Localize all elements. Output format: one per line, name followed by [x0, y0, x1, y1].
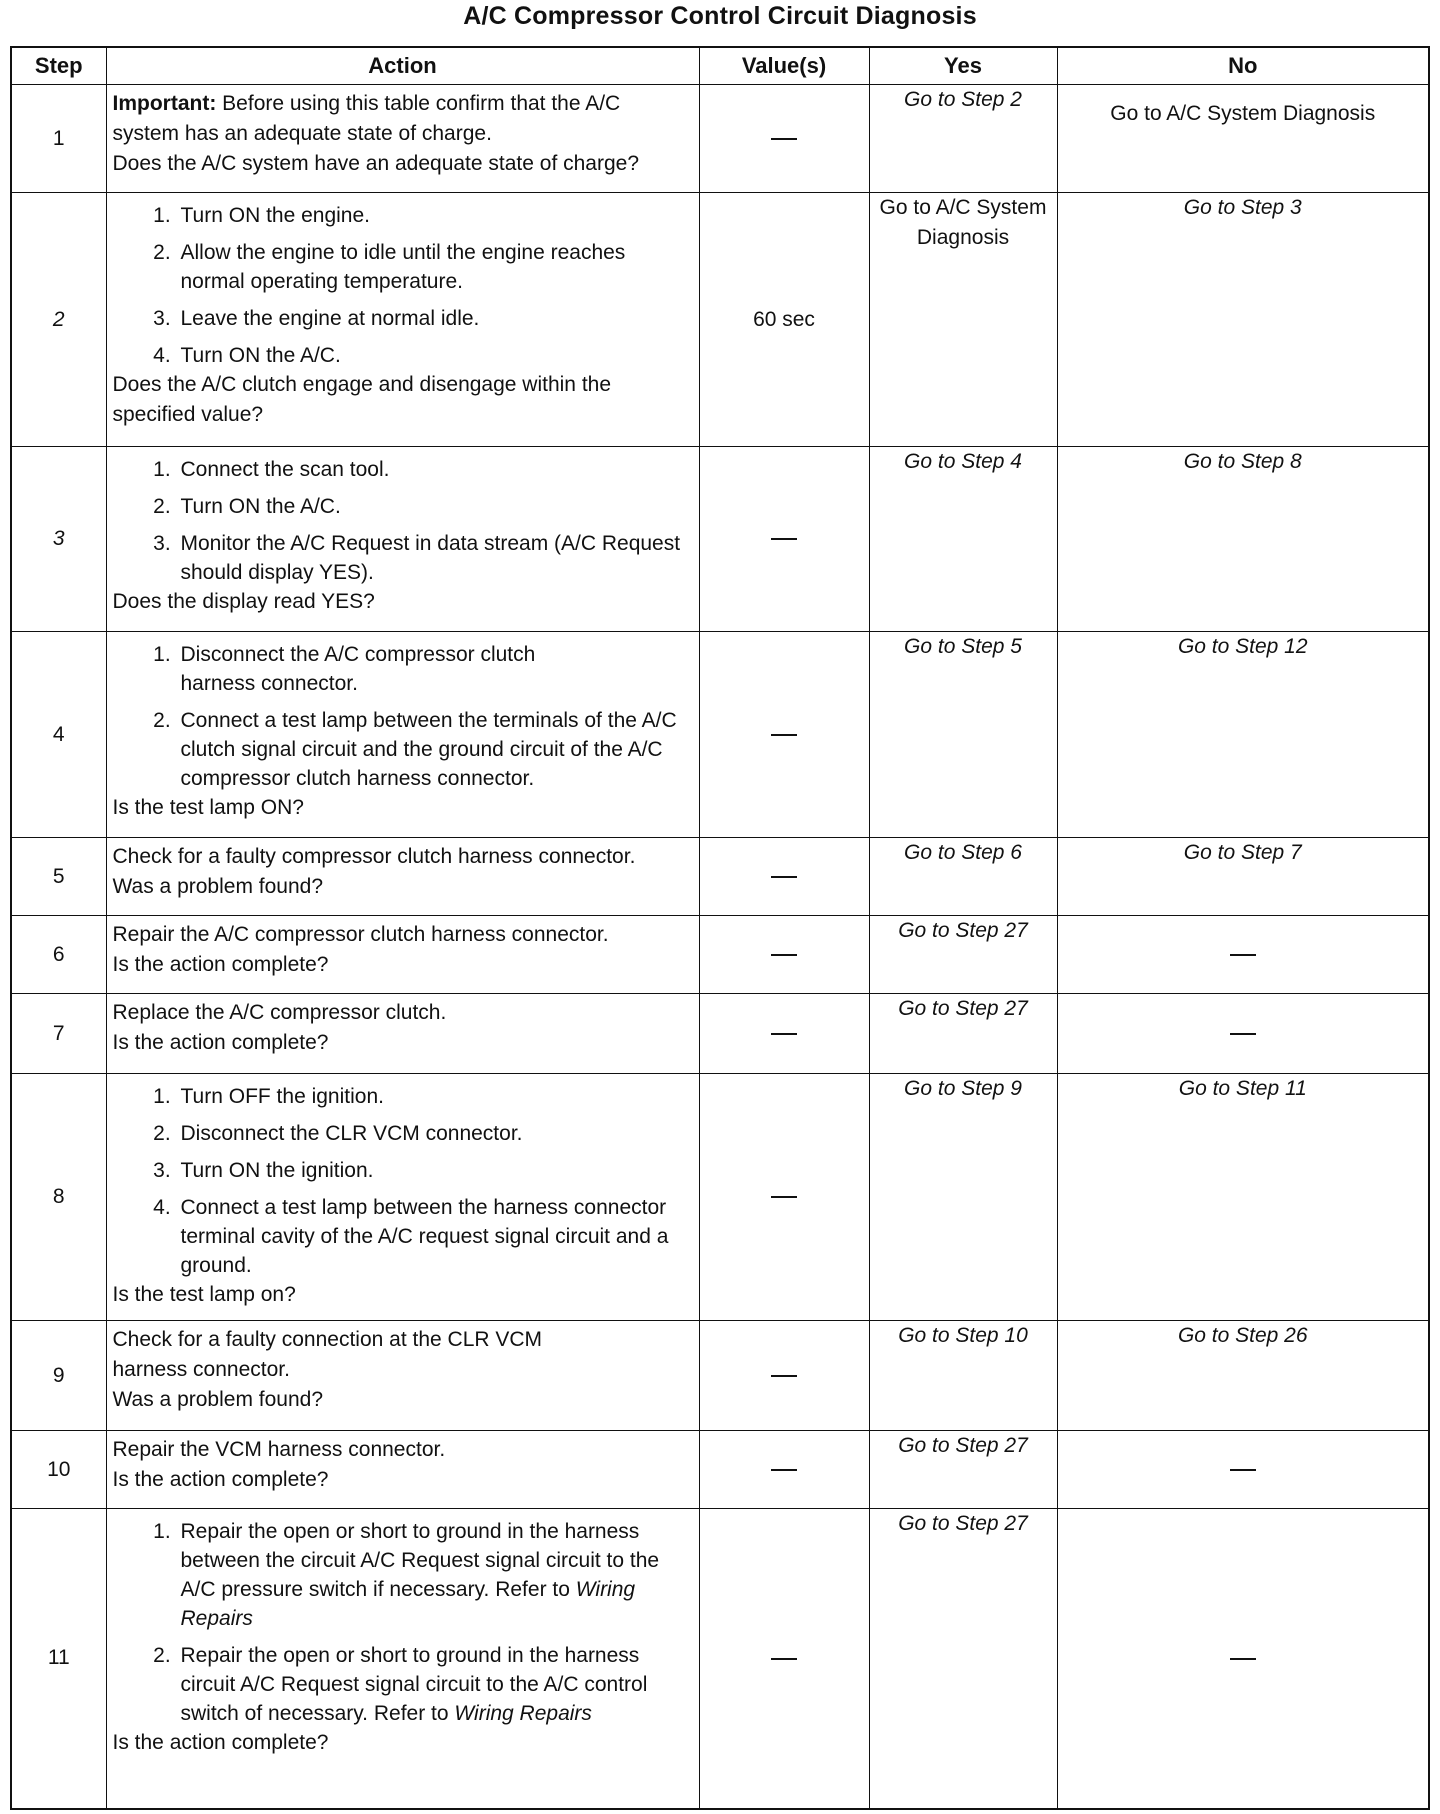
yes-cell [869, 1431, 1057, 1509]
dash-mark [1230, 954, 1256, 956]
action-step: 1. Turn OFF the ignition. [177, 1082, 691, 1111]
action-step: 1. Turn ON the engine. [177, 201, 691, 230]
value-cell [699, 1509, 869, 1809]
wiring-repairs-ref: Wiring Repairs [180, 1578, 636, 1630]
dash-mark [771, 538, 797, 540]
no-cell [1057, 447, 1429, 632]
action-step: 1. Disconnect the A/C compressor clutch harness connector. [177, 640, 691, 698]
yes-goto: Go to Step 6 [904, 841, 1022, 864]
step-number: 11 [11, 1509, 106, 1809]
action-cell [106, 1321, 699, 1431]
no-goto: Go to A/C System Diagnosis [1110, 102, 1376, 125]
table-row [11, 838, 1429, 916]
step-number: 1 [11, 85, 106, 193]
yes-goto: Go to Step 2 [904, 88, 1022, 111]
yes-goto: Go to Step 5 [904, 635, 1022, 658]
table-row [11, 994, 1429, 1074]
table-row [11, 447, 1429, 632]
action-steps-list [113, 1517, 691, 1728]
action-cell [106, 632, 699, 838]
step-number: 6 [11, 916, 106, 994]
action-question: Does the A/C system have an adequate state of charge? [112, 152, 639, 175]
col-header-yes: Yes [869, 47, 1057, 85]
step-number: 4 [11, 632, 106, 838]
action-cell [106, 838, 699, 916]
action-step-text: Repair the open or short to ground in the harness between the circuit A/C Request signal circuit to the A/C pressure switch if necessary. Refer to [180, 1520, 660, 1601]
yes-cell [869, 85, 1057, 193]
yes-cell [869, 916, 1057, 994]
action-step: 2. Connect a test lamp between the terminals of the A/C clutch signal circuit and the ground circuit of the A/C compressor clutch harness connector. [177, 706, 691, 793]
dash-mark [1230, 1469, 1256, 1471]
table-row [11, 1509, 1429, 1809]
yes-cell [869, 1321, 1057, 1431]
value-cell: 60 sec [699, 193, 869, 447]
action-steps-list [113, 640, 691, 793]
yes-goto: Go to Step 4 [904, 450, 1022, 473]
yes-cell [869, 1074, 1057, 1321]
dash-mark [771, 1658, 797, 1660]
dash-mark [771, 1033, 797, 1035]
action-steps-list [113, 1082, 691, 1280]
dash-mark [771, 138, 797, 140]
diagnosis-table [10, 46, 1430, 1810]
no-cell [1057, 1431, 1429, 1509]
dash-mark [771, 1196, 797, 1198]
no-goto: Go to Step 11 [1178, 1077, 1307, 1100]
action-steps-list [113, 455, 691, 587]
action-question: Does the display read YES? [112, 590, 375, 613]
action-question: Is the action complete? [112, 1731, 329, 1754]
no-cell [1057, 632, 1429, 838]
yes-goto: Go to Step 27 [898, 1434, 1028, 1457]
yes-cell [869, 632, 1057, 838]
no-cell [1057, 838, 1429, 916]
action-text: Repair the VCM harness connector. [112, 1438, 446, 1461]
yes-goto: Go to Step 27 [898, 1512, 1028, 1535]
action-cell [106, 85, 699, 193]
action-cell [106, 1431, 699, 1509]
table-row [11, 193, 1429, 447]
action-question: Was a problem found? [112, 875, 324, 898]
yes-goto: Go to Step 27 [898, 919, 1028, 942]
yes-cell [869, 838, 1057, 916]
action-question: Is the test lamp on? [112, 1283, 296, 1306]
col-header-action: Action [106, 47, 699, 85]
step-number: 2 [11, 193, 106, 447]
yes-cell [869, 994, 1057, 1074]
table-row [11, 632, 1429, 838]
dash-mark [771, 1375, 797, 1377]
dash-mark [1230, 1033, 1256, 1035]
no-cell [1057, 193, 1429, 447]
dash-mark [771, 954, 797, 956]
action-step [177, 1517, 691, 1633]
no-goto: Go to Step 8 [1183, 450, 1302, 473]
no-cell [1057, 85, 1429, 193]
value-cell [699, 85, 869, 193]
action-cell [106, 1074, 699, 1321]
table-row [11, 916, 1429, 994]
no-cell [1057, 916, 1429, 994]
dash-mark [771, 1469, 797, 1471]
action-question: Is the action complete? [112, 1468, 329, 1491]
action-text: Check for a faulty connection at the CLR VCM harness connector. [112, 1328, 543, 1381]
dash-mark [1230, 1658, 1256, 1660]
action-question: Is the action complete? [112, 953, 329, 976]
value-cell [699, 447, 869, 632]
yes-cell [869, 1509, 1057, 1809]
action-step: 2. Disconnect the CLR VCM connector. [177, 1119, 691, 1148]
no-cell [1057, 1321, 1429, 1431]
action-step: 3. Leave the engine at normal idle. [177, 304, 691, 333]
value-cell [699, 632, 869, 838]
action-step: 4. Turn ON the A/C. [177, 341, 691, 370]
action-cell [106, 193, 699, 447]
value-cell [699, 994, 869, 1074]
col-header-value: Value(s) [699, 47, 869, 85]
action-step: 2. Turn ON the A/C. [177, 492, 691, 521]
yes-cell [869, 193, 1057, 447]
important-label: Important: [112, 92, 217, 115]
value-cell [699, 1321, 869, 1431]
step-number: 9 [11, 1321, 106, 1431]
yes-goto: Go to Step 9 [904, 1077, 1022, 1100]
step-number: 10 [11, 1431, 106, 1509]
no-goto: Go to Step 12 [1177, 635, 1308, 658]
action-step [177, 1641, 691, 1728]
value-cell [699, 916, 869, 994]
no-cell [1057, 1509, 1429, 1809]
action-cell [106, 916, 699, 994]
action-text [113, 89, 691, 149]
value-cell [699, 1074, 869, 1321]
table-row [11, 1074, 1429, 1321]
action-question: Is the action complete? [112, 1031, 329, 1054]
action-step: 4. Connect a test lamp between the harness connector terminal cavity of the A/C request signal circuit and a ground. [177, 1193, 691, 1280]
action-text: Replace the A/C compressor clutch. [112, 1001, 447, 1024]
table-header-row [11, 47, 1429, 85]
no-cell [1057, 1074, 1429, 1321]
no-goto: Go to Step 7 [1183, 841, 1302, 864]
action-cell [106, 447, 699, 632]
step-number: 5 [11, 838, 106, 916]
action-cell [106, 1509, 699, 1809]
wiring-repairs-ref: Wiring Repairs [454, 1702, 592, 1725]
yes-cell [869, 447, 1057, 632]
yes-goto: Go to A/C System Diagnosis [879, 196, 1047, 249]
col-header-no: No [1057, 47, 1429, 85]
action-question: Was a problem found? [112, 1388, 324, 1411]
yes-goto: Go to Step 10 [898, 1324, 1028, 1347]
action-question: Is the test lamp ON? [112, 796, 304, 819]
no-cell [1057, 994, 1429, 1074]
page-title: A/C Compressor Control Circuit Diagnosis [463, 2, 977, 30]
no-goto: Go to Step 26 [1177, 1324, 1308, 1347]
action-steps-list [113, 201, 691, 370]
col-header-step: Step [11, 47, 106, 85]
action-text: Check for a faulty compressor clutch harness connector. [112, 845, 636, 868]
action-step-text: Repair the open or short to ground in the harness circuit A/C Request signal circuit to the A/C control switch of necessary. Refer to [180, 1644, 648, 1725]
step-number: 7 [11, 994, 106, 1074]
action-question: Does the A/C clutch engage and disengage within the specified value? [112, 373, 612, 426]
yes-goto: Go to Step 27 [898, 997, 1028, 1020]
step-number: 3 [11, 447, 106, 632]
action-step: 3. Turn ON the ignition. [177, 1156, 691, 1185]
action-step: 3. Monitor the A/C Request in data stream (A/C Request should display YES). [177, 529, 691, 587]
dash-mark [771, 734, 797, 736]
important-text: Before using this table confirm that the A/C system has an adequate state of charge. [112, 92, 621, 145]
dash-mark [771, 876, 797, 878]
table-row [11, 85, 1429, 193]
action-text: Repair the A/C compressor clutch harness connector. [112, 923, 609, 946]
table-row [11, 1431, 1429, 1509]
step-number: 8 [11, 1074, 106, 1321]
table-row [11, 1321, 1429, 1431]
no-goto: Go to Step 3 [1183, 196, 1302, 219]
action-step: 1. Connect the scan tool. [177, 455, 691, 484]
value-cell [699, 1431, 869, 1509]
value-cell [699, 838, 869, 916]
action-step: 2. Allow the engine to idle until the engine reaches normal operating temperature. [177, 238, 691, 296]
action-cell [106, 994, 699, 1074]
